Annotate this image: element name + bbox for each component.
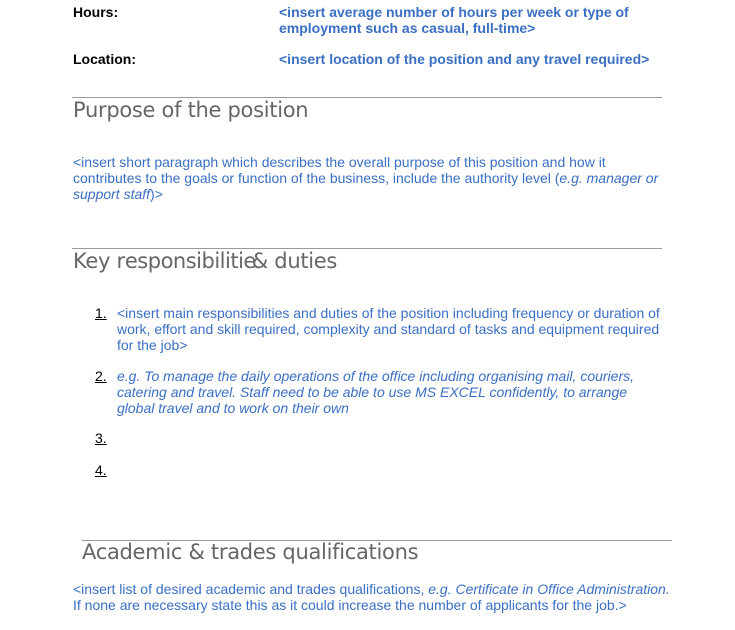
- qualifications-text-part1: <insert list of desired academic and trades qualifications,: [73, 581, 429, 597]
- purpose-heading: Purpose of the position: [73, 98, 309, 122]
- hours-label: Hours:: [73, 4, 119, 20]
- responsibilities-heading-part3: & duties: [251, 249, 338, 273]
- purpose-text-italic: e.g. manager or support staff: [73, 170, 659, 202]
- location-label: Location:: [73, 51, 136, 67]
- hours-value: [279, 4, 629, 36]
- list-item-number: 4.: [95, 462, 107, 478]
- list-item-text: e.g. To manage the daily operations of the office including organising mail, couriers, catering and travel. Staff need to be able to use MS EXCEL confidently, to arrange global travel and to work on their own: [117, 368, 635, 416]
- qualifications-text-italic: e.g. Certificate in Office Administration.: [428, 581, 670, 597]
- location-value: <insert location of the position and any travel required>: [279, 51, 650, 67]
- purpose-text-part1: <insert short paragraph which describes the overall purpose of this position and how it contributes to the goals or function of the business, include the authority level (: [73, 154, 606, 186]
- list-item-number: 3.: [95, 430, 107, 446]
- list-item-number: 1.: [95, 305, 107, 321]
- qualifications-text: [73, 581, 673, 613]
- purpose-text-part2: )>: [150, 186, 163, 202]
- qualifications-text-part2: If none are necessary state this as it could increase the number of applicants for the job.>: [73, 597, 627, 613]
- list-item-text: <insert main responsibilities and duties of the position including frequency or duration of work, effort and skill required, complexity and standard of tasks and equipment required for the job>: [117, 305, 660, 353]
- hours-value-line2: employment such as casual, full-time>: [279, 20, 536, 36]
- responsibilities-heading-part1: Key r: [73, 249, 125, 273]
- purpose-text: [73, 154, 673, 202]
- responsibilities-heading: [73, 249, 337, 273]
- hours-value-line1: <insert average number of hours per week or type of: [279, 4, 629, 20]
- qualifications-heading: Academic & trades qualifications: [82, 540, 419, 564]
- responsibilities-heading-part2: esponsibilitie: [124, 249, 256, 273]
- list-item-number: 2.: [95, 368, 107, 384]
